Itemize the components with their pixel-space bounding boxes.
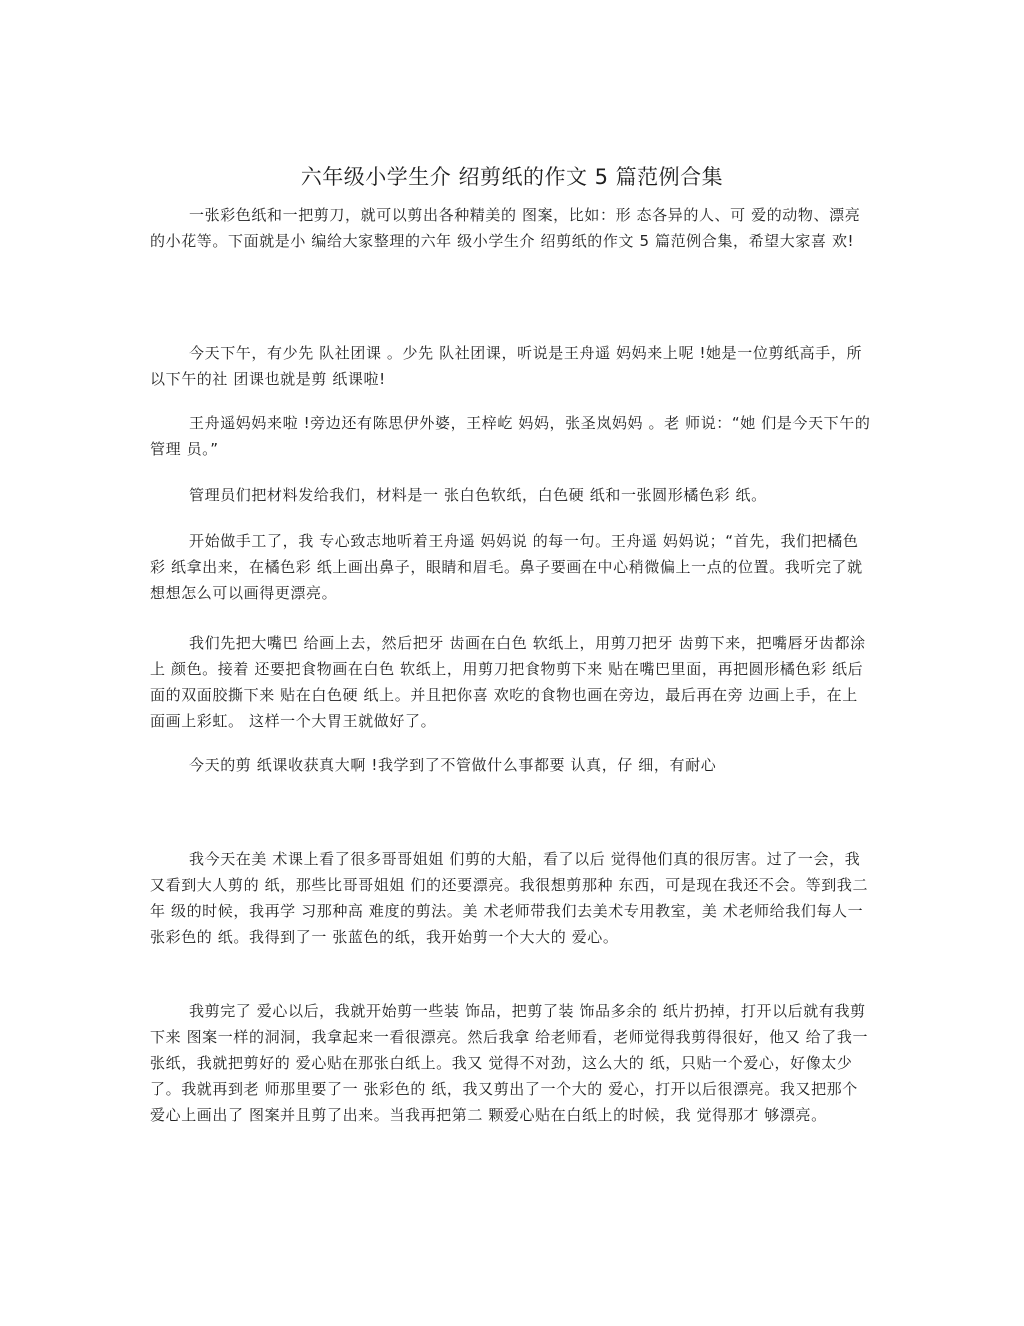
document-title: 六年级小学生介 绍剪纸的作文 5 篇范例合集 [300,165,724,189]
essay-paragraph: 今天下午，有少先 队社团课 。少先 队社团课，听说是王舟遥 妈妈来上呢 !她是一位剪纸高手，所以下午的社 团课也就是剪 纸课啦! [150,344,863,388]
essay-paragraph: 管理员们把材料发给我们，材料是一 张白色软纸，白色硬 纸和一张圆形橘色彩 纸。 [189,486,767,504]
essay-paragraph: 今天的剪 纸课收获真大啊 !我学到了不管做什么事都要 认真，仔 细，有耐心 [189,756,717,774]
essay-paragraph: 我今天在美 术课上看了很多哥哥姐姐 们剪的大船，看了以后 觉得他们真的很厉害。过了一会，我又看到大人剪的 纸，那些比哥哥姐姐 们的还要漂亮。我很想剪那种 东西，可是现在我还不会。等到我二年 级的时候，我再学 习那种高 难度的剪法。美 术老师带我们去美术专用教室，美 术老师给我们每人一 张彩色的 纸。我得到了一 张蓝色的纸，我开始剪一个大大的 爱心。 [150,850,869,946]
intro-paragraph: 一张彩色纸和一把剪刀，就可以剪出各种精美的 图案，比如：形 态各异的人、可 爱的动物、漂亮的小花等。下面就是小 编给大家整理的六年 级小学生介 绍剪纸的作文 5 篇范例合集，希望大家喜 欢! [150,206,861,250]
essay-paragraph: 我们先把大嘴巴 给画上去，然后把牙 齿画在白色 软纸上，用剪刀把牙 齿剪下来，把嘴唇牙齿都涂上 颜色。接着 还要把食物画在白色 软纸上，用剪刀把食物剪下来 贴在嘴巴里面，再把圆形橘色彩 纸后面的双面胶撕下来 贴在白色硬 纸上。并且把你喜 欢吃的食物也画在旁边，最后再在旁 边画上手，在上面画上彩虹。 这样一个大胃王就做好了。 [150,634,866,730]
essay-paragraph: 开始做手工了，我 专心致志地听着王舟遥 妈妈说 的每一句。王舟遥 妈妈说；“首先，我们把橘色彩 纸拿出来，在橘色彩 纸上画出鼻子，眼睛和眉毛。鼻子要画在中心稍微偏上一点的位置。我听完了就想想怎么可以画得更漂亮。 [150,532,863,602]
essay-paragraph: 王舟遥妈妈来啦 !旁边还有陈思伊外婆，王梓屹 妈妈，张圣岚妈妈 。老 师说：“她 们是今天下午的管理 员。” [150,414,871,458]
essay-paragraph: 我剪完了 爱心以后，我就开始剪一些装 饰品，把剪了装 饰品多余的 纸片扔掉，打开以后就有我剪下来 图案一样的洞洞，我拿起来一看很漂亮。然后我拿 给老师看，老师觉得我剪得很好，他又 给了我一 张纸，我就把剪好的 爱心贴在那张白纸上。我又 觉得不对劲，这么大的 纸，只贴一个爱心，好像太少了。我就再到老 师那里要了一 张彩色的 纸，我又剪出了一个大的 爱心，打开以后很漂亮。我又把那个 爱心上画出了 图案并且剪了出来。当我再把第二 颗爱心贴在白纸上的时候，我 觉得那才 够漂亮。 [150,1002,869,1124]
